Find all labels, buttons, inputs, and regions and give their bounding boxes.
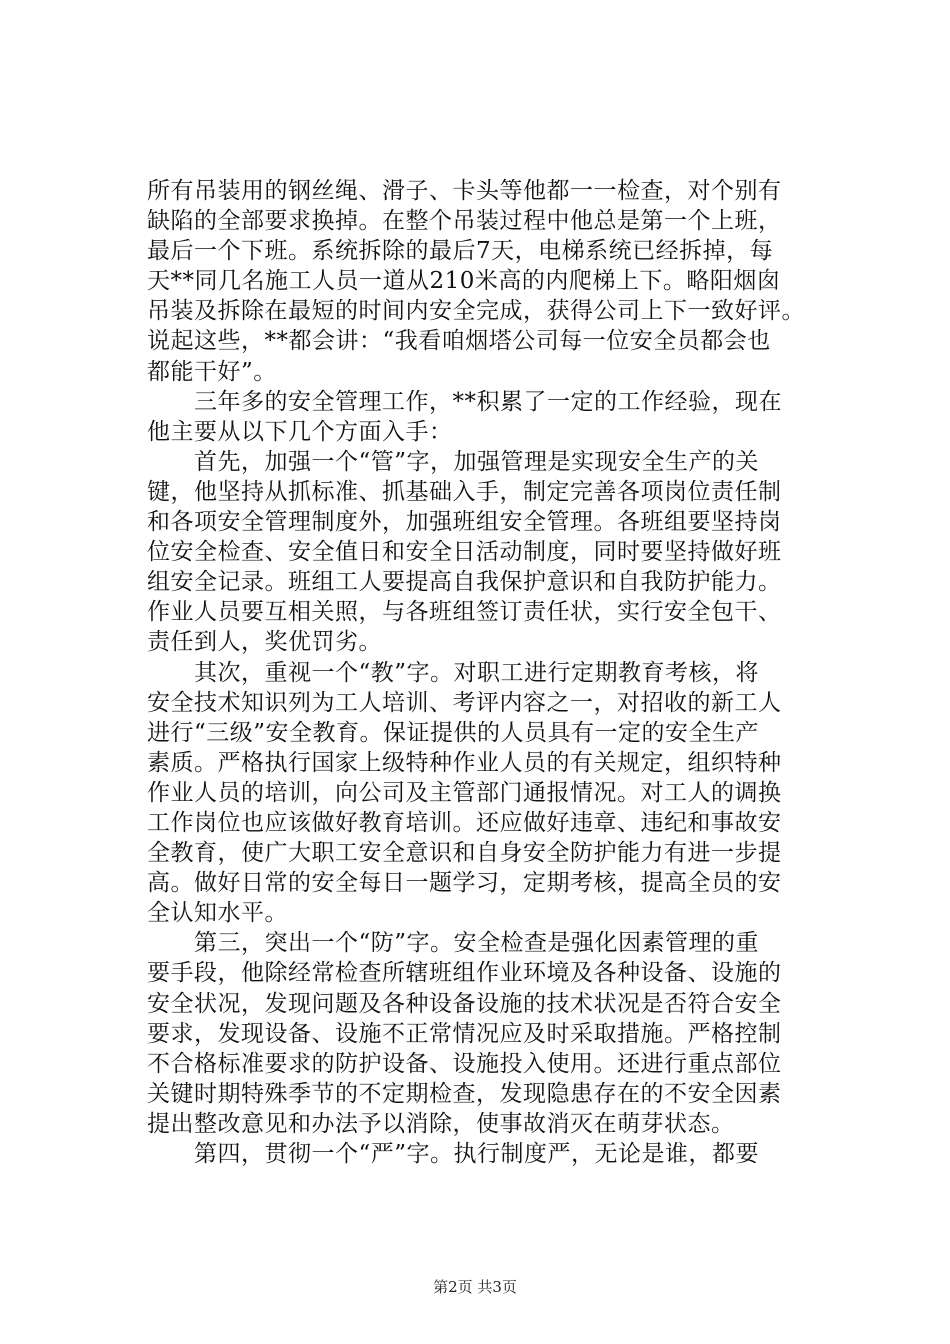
paragraph-6: 第四，贯彻一个“严”字。执行制度严，无论是谁，都要: [147, 1141, 760, 1167]
paragraph-2: 三年多的安全管理工作，**积累了一定的工作经验，现在 他主要从以下几个方面入手：: [147, 388, 782, 445]
body-text: [147, 176, 837, 1169]
page-footer: 第2页 共3页: [433, 1278, 517, 1296]
paragraph-4: 其次，重视一个“教”字。对职工进行定期教育考核，将 安全技术知识列为工人培训、考评内容之一，对招收的新工人 进行“三级”安全教育。保证提供的人员具有一定的安全生产 素质。严格执行国家上级特种作业人员的有关规定，组织特种 作业人员的培训，向公司及主管部门通报情况。对工人的调换 工作岗位也应该做好教育培训。还应做好违章、违纪和事故安 全教育，使广大职工安全意识和自身安全防护能力有进一步提 高。做好日常的安全每日一题学习，定期考核，提高全员的安 全认知水平。: [147, 659, 782, 927]
paragraph-3: 首先，加强一个“管”字，加强管理是实现安全生产的关 键，他坚持从抓标准、抓基础入手，制定完善各项岗位责任制 和各项安全管理制度外，加强班组安全管理。各班组要坚持岗 位安全检查、安全值日和安全日活动制度，同时要坚持做好班 组安全记录。班组工人要提高自我保护意识和自我防护能力。 作业人员要互相关照，与各班组签订责任状，实行安全包干、 责任到人，奖优罚劣。: [147, 448, 782, 656]
paragraph-1: 所有吊装用的钢丝绳、滑子、卡头等他都一一检查，对个别有 缺陷的全部要求换掉。在整个吊装过程中他总是第一个上班， 最后一个下班。系统拆除的最后7天，电梯系统已经拆掉，每 天**同几名施工人员一道从210米高的内爬梯上下。略阳烟囱 吊装及拆除在最短的时间内安全完成，获得公司上下一致好评。 说起这些，**都会讲：“我看咱烟塔公司每一位安全员都会也 都能干好”。: [147, 178, 805, 385]
paragraph-5: 第三，突出一个“防”字。安全检查是强化因素管理的重 要手段，他除经常检查所辖班组作业环境及各种设备、设施的 安全状况，发现问题及各种设备设施的技术状况是否符合安全 要求，发现设备、设施不正常情况应及时采取措施。严格控制 不合格标准要求的防护设备、设施投入使用。还进行重点部位 关键时期特殊季节的不定期检查，发现隐患存在的不安全因素 提出整改意见和办法予以消除，使事故消灭在萌芽状态。: [147, 930, 782, 1137]
